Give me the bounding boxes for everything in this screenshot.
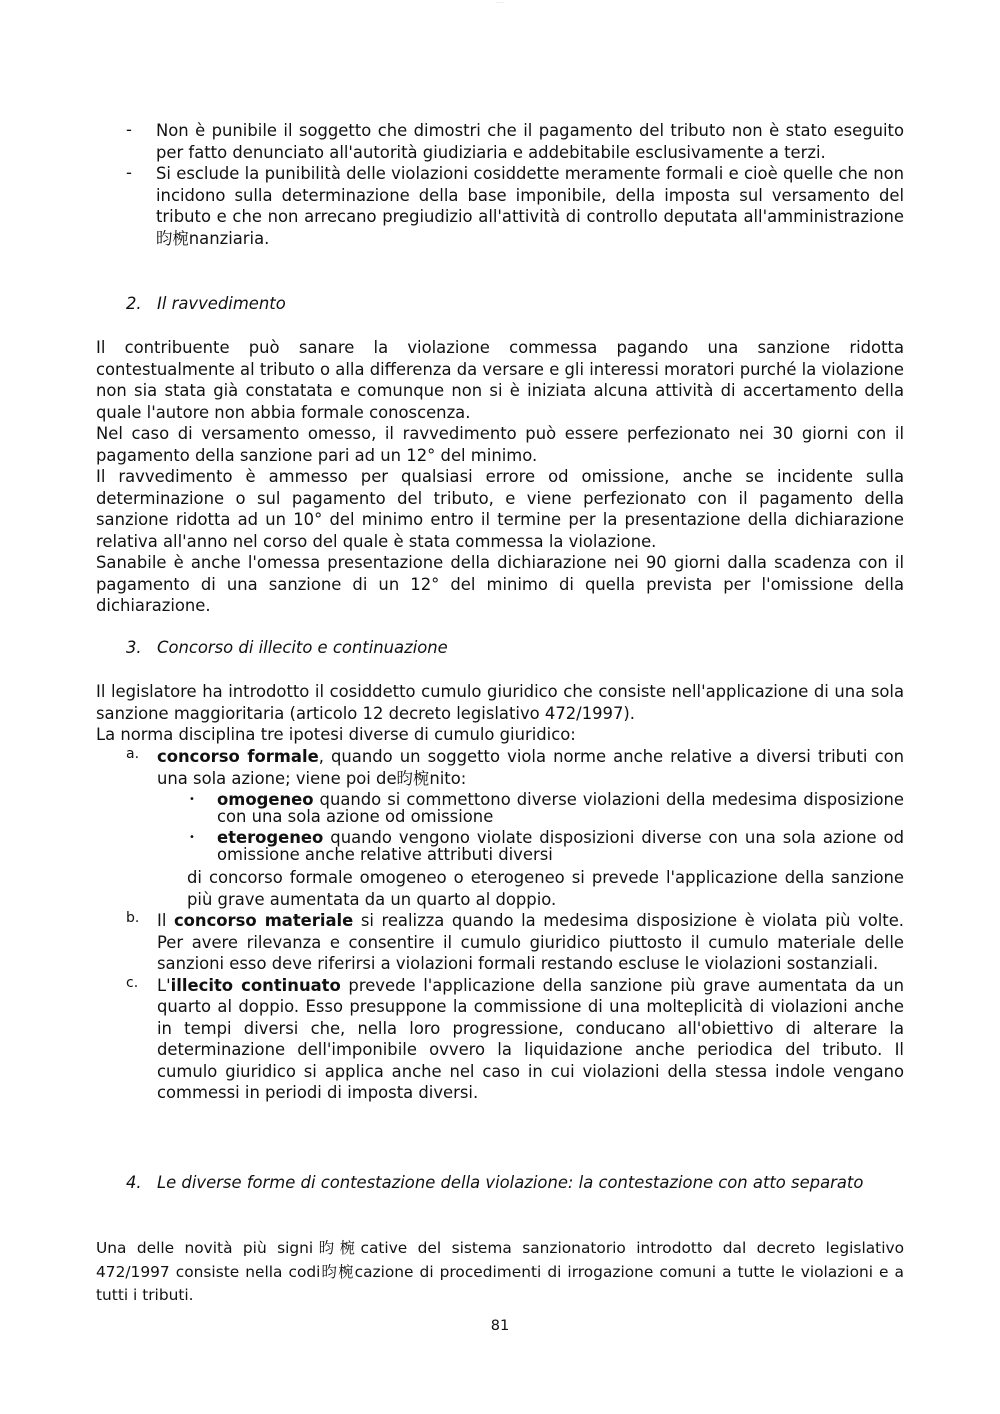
list-item-body: , quando un soggetto viola norme anche relative a diversi tributi con una sola azione; viene poi de昀椀nito: [157, 747, 904, 788]
list-item-prefix: L' [157, 975, 171, 995]
list-item-b [96, 910, 904, 975]
list-item-text [157, 746, 904, 789]
bullet-marker: • [189, 794, 195, 805]
bullet-marker: • [189, 832, 195, 843]
list-item-body: prevede l'applicazione della sanzione più grave aumentata da un quarto al doppio. Esso presuppone la commissione di una molteplicità di violazioni anche in tempi diversi che, nella loro progressione, conducano all'obiettivo di alterare la determinazione dell'imponibile ovvero la liquidazione anche periodica del tributo. Il cumulo giuridico si applica anche nel caso in cui violazioni della stessa indole vengano commessi in periodi di imposta diversi. [157, 975, 905, 1102]
section-title: Concorso di illecito e continuazione [157, 638, 448, 657]
bold-term: eterogeneo [217, 828, 324, 847]
bold-term: omogeneo [217, 790, 314, 809]
section-2-body [96, 337, 904, 617]
paragraph: La norma disciplina tre ipotesi diverse di cumulo giuridico: [96, 725, 576, 744]
list-item-body: si realizza quando la medesima disposizione è violata più volte. Per avere rilevanza e consentire il cumulo giuridico piuttosto il cumulo materiale delle sanzioni esso deve riferirsi a violazioni formali restando escluse le violazioni sostanziali. [157, 911, 905, 973]
page-number: 81 [490, 1318, 510, 1334]
bold-term: concorso materiale [173, 911, 354, 930]
list-item-tail: di concorso formale omogeneo o eterogeneo si prevede l'applicazione della sanzione più grave aumentata da un quarto al doppio. [187, 868, 904, 909]
sub-list [157, 791, 904, 863]
top-mark: ······· [495, 0, 505, 5]
list-item-text: Si esclude la punibilità delle violazioni cosiddette meramente formali e cioè quelle che non incidono sulla determinazione della base imponibile, della imposta sul versamento del tributo e che non arrecano pregiudizio all'attività di controllo deputata all'amministrazione 昀椀nanziaria. [156, 164, 904, 248]
list-marker: a. [126, 746, 140, 762]
list-item-c [96, 975, 904, 1104]
section-3-intro [96, 681, 904, 746]
sub-item-body: quando vengono violate disposizioni diverse con una sola azione od omissione anche relative attributi diversi [217, 828, 904, 864]
bullet-list [96, 120, 904, 249]
dash-marker: - [126, 120, 132, 139]
sub-item-body: quando si commettono diverse violazioni della medesima disposizione con una sola azione od omissione [217, 790, 904, 826]
bold-term: illecito continuato [170, 975, 341, 995]
paragraph: Il legislatore ha introdotto il cosiddetto cumulo giuridico che consiste nell'applicazione di una sola sanzione maggioritaria (articolo 12 decreto legislativo 472/1997). [96, 682, 904, 723]
list-item-text [157, 910, 904, 975]
paragraph: Nel caso di versamento omesso, il ravvedimento può essere perfezionato nei 30 giorni con il pagamento della sanzione pari ad un 12° del minimo. [96, 424, 904, 465]
section-heading-3 [126, 637, 448, 659]
section-heading-4 [126, 1172, 904, 1194]
final-paragraph: Una delle novità più signi昀椀cative del sistema sanzionatorio introdotto dal decreto legislativo 472/1997 consiste nella codi昀椀cazione di procedimenti di irrogazione comuni a tutte le violazioni e a tutti i tributi. [96, 1239, 904, 1304]
paragraph: Sanabile è anche l'omessa presentazione della dichiarazione nei 90 giorni dalla scadenza con il pagamento di una sanzione di un 12° del minimo di quella prevista per l'omissione della dichiarazione. [96, 553, 904, 615]
sub-list-item [189, 828, 904, 864]
paragraph: Il ravvedimento è ammesso per qualsiasi errore od omissione, anche se incidente sulla determinazione o sul pagamento del tributo, e viene perfezionato con il pagamento della sanzione ridotta ad un 10° del minimo entro il termine per la presentazione della dichiarazione relativa all'anno nel corso del quale è stata commessa la violazione. [96, 467, 904, 551]
dash-marker: - [126, 163, 132, 182]
alpha-list [96, 746, 904, 1104]
list-item [96, 120, 904, 163]
paragraph: Il contribuente può sanare la violazione commessa pagando una sanzione ridotta contestualmente al tributo o alla differenza da versare e gli interessi moratori purché la violazione non sia stata già constatata e comunque non si è iniziata alcuna attività di accertamento della quale l'autore non abbia formale conoscenza. [96, 338, 904, 422]
sub-item-text [217, 829, 904, 863]
bold-term: concorso formale [157, 747, 319, 766]
sub-item-text [217, 791, 904, 825]
list-item-a [96, 746, 904, 910]
section-title: Le diverse forme di contestazione della violazione: la contestazione con atto separato [157, 1173, 864, 1192]
section-heading-2 [126, 293, 286, 315]
section-title: Il ravvedimento [157, 294, 286, 313]
list-item [96, 163, 904, 249]
sub-list-item [189, 790, 904, 826]
list-item-text [157, 975, 904, 1104]
section-number: 3. [126, 638, 142, 657]
list-marker: b. [126, 910, 140, 926]
section-number: 2. [126, 294, 142, 313]
list-item-prefix: Il [157, 911, 174, 930]
list-item-text: Non è punibile il soggetto che dimostri che il pagamento del tributo non è stato eseguito per fatto denunciato all'autorità giudiziaria e addebitabile esclusivamente a terzi. [156, 121, 904, 162]
section-number: 4. [126, 1173, 142, 1192]
list-marker: c. [126, 974, 139, 991]
